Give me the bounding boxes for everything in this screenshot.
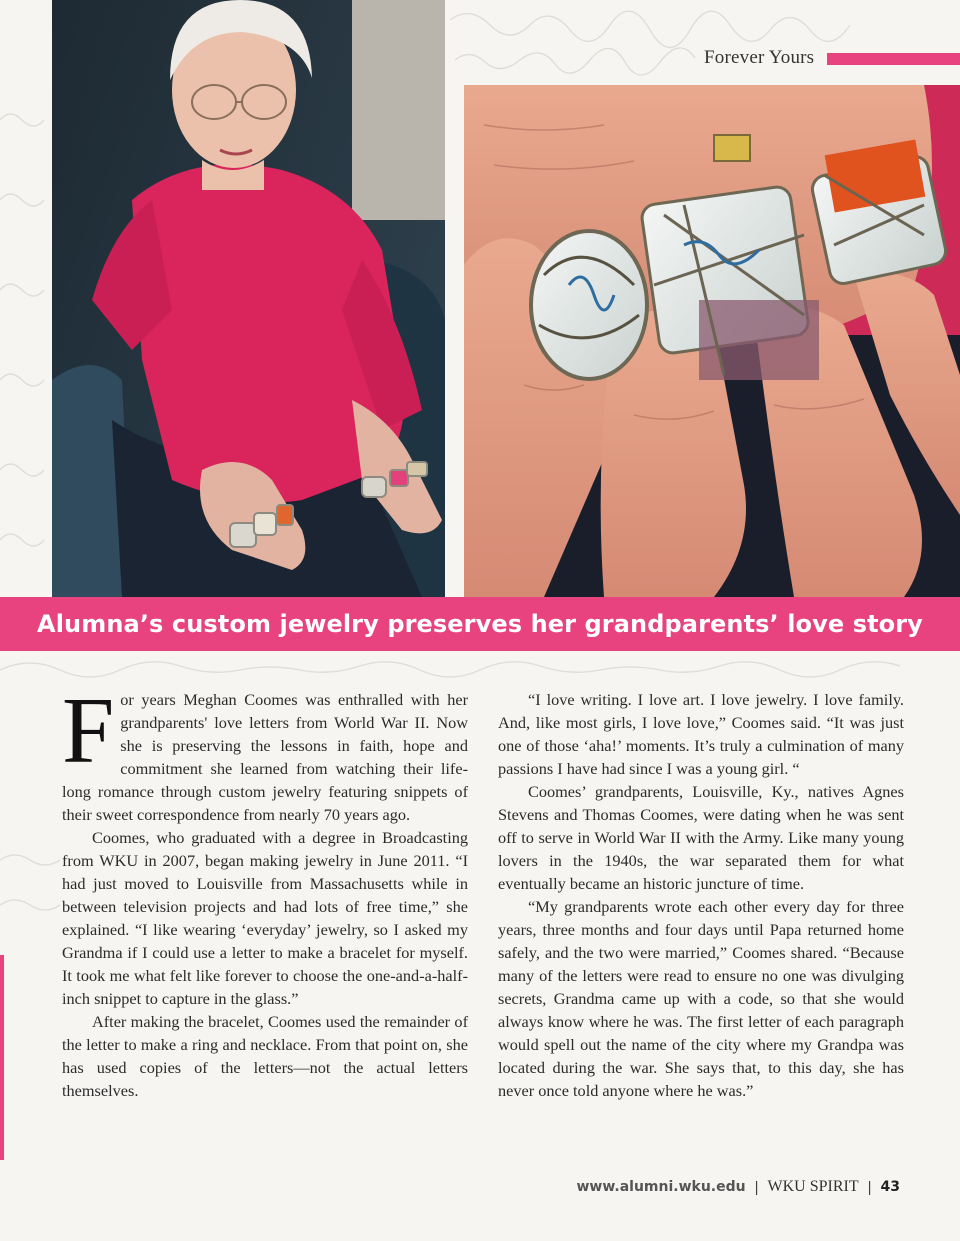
page-number: 43: [880, 1179, 900, 1195]
article-column-right: [498, 688, 904, 1102]
article-paragraph: Coomes’ grandparents, Louisville, Ky., natives Agnes Stevens and Thomas Coomes, were dating when he was sent off to serve in World War II with the Army. Like many young lovers in the 1940s, the war separated them for what eventually became an historic juncture of time.: [498, 782, 904, 893]
article-column-left: [62, 679, 468, 1102]
section-label: Forever Yours: [704, 47, 815, 68]
article-paragraph: After making the bracelet, Coomes used the remainder of the letter to make a ring and necklace. From that point on, she has used copies of the letters—not the actual letters themselves.: [62, 1012, 468, 1100]
photo-woman-with-rings: [52, 0, 445, 597]
article-paragraph: “My grandparents wrote each other every day for three years, three months and four days until Papa returned home safely, and the two were married,” Coomes shared. “Because many of the letters were read to ensure no one was divulging secrets, Grandma came up with a code, so that she would always know where he was. The first letter of each paragraph would spell out the name of the city where my Grandpa was located during the war. She says that, to this day, she has never once told anyone where he was.”: [498, 897, 904, 1100]
drop-cap: F: [62, 679, 115, 783]
section-accent-bar: [827, 53, 960, 65]
headline-band: [0, 597, 960, 651]
footer-separator: |: [754, 1178, 759, 1196]
footer-separator: |: [867, 1178, 872, 1196]
magazine-name: WKU SPIRIT: [767, 1178, 859, 1195]
article-paragraph: Coomes, who graduated with a degree in Broadcasting from WKU in 2007, began making jewelry in June 2011. “I had just moved to Louisville from Massachusetts while in between television projects and had lots of free time,” she explained. “I like wearing ‘everyday’ jewelry, so I asked my Grandma if I could use a letter to make a bracelet for myself. It took me what felt like forever to choose the one-and-a-half-inch snippet to capture in the glass.”: [62, 828, 468, 1008]
article-paragraph: For years Meghan Coomes was enthralled with her grandparents' love letters from World War II. Now she is preserving the lessons in faith, hope and commitment she learned from watching their lifelong romance through custom jewelry featuring snippets of their sweet correspondence from nearly 70 years ago.: [62, 679, 468, 824]
footer-url-link[interactable]: www.alumni.wku.edu: [576, 1179, 746, 1195]
article-paragraph: “I love writing. I love art. I love jewelry. I love family. And, like most girls, I love love,” Coomes said. “It was just one of those ‘aha!’ moments. It’s truly a culmination of many passions I have had since I was a young girl. “: [498, 690, 904, 778]
article-headline: Alumna’s custom jewelry preserves her grandparents’ love story: [37, 610, 923, 638]
photo-ring-closeup: [464, 85, 960, 597]
page-footer: [576, 1178, 900, 1196]
side-accent-stripe: [0, 955, 4, 1160]
